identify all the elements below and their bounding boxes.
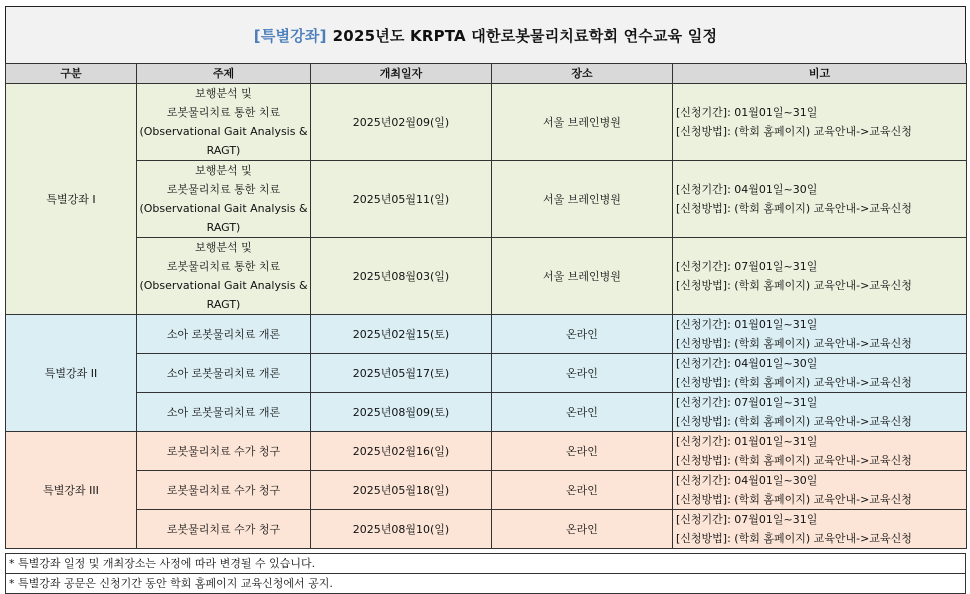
note-line: [신청방법]: (학회 홈페이지) 교육안내->교육신청 bbox=[676, 279, 912, 292]
note-cell bbox=[673, 315, 967, 354]
topic-line: 로봇물리치료 통한 치료 bbox=[166, 183, 281, 196]
topic-line: 로봇물리치료 통한 치료 bbox=[166, 260, 281, 273]
date-cell: 2025년02월09(일) bbox=[311, 84, 492, 161]
place-cell: 서울 브레인병원 bbox=[492, 161, 673, 238]
header-place: 장소 bbox=[492, 64, 673, 84]
note-cell bbox=[673, 393, 967, 432]
note-cell bbox=[673, 432, 967, 471]
topic-line: 소아 로봇물리치료 개론 bbox=[166, 405, 281, 419]
note-cell bbox=[673, 354, 967, 393]
place-cell: 온라인 bbox=[492, 432, 673, 471]
topic-cell bbox=[137, 84, 311, 161]
table-row bbox=[6, 238, 967, 315]
note-line: [신청기간]: 01월01일~31일 bbox=[676, 318, 818, 331]
table-row bbox=[6, 393, 967, 432]
note-cell bbox=[673, 161, 967, 238]
table-row bbox=[6, 315, 967, 354]
note-line: [신청방법]: (학회 홈페이지) 교육안내->교육신청 bbox=[676, 125, 912, 138]
topic-line: 로봇물리치료 통한 치료 bbox=[166, 106, 281, 119]
topic-cell bbox=[137, 393, 311, 432]
header-topic: 주제 bbox=[137, 64, 311, 84]
date-cell: 2025년08월03(일) bbox=[311, 238, 492, 315]
note-cell bbox=[673, 238, 967, 315]
note-line: [신청방법]: (학회 홈페이지) 교육안내->교육신청 bbox=[676, 415, 912, 428]
table-row bbox=[6, 354, 967, 393]
place-cell: 온라인 bbox=[492, 354, 673, 393]
topic-line: RAGT) bbox=[206, 144, 241, 157]
place-cell: 온라인 bbox=[492, 393, 673, 432]
note-line: [신청방법]: (학회 홈페이지) 교육안내->교육신청 bbox=[676, 454, 912, 467]
footnote: * 특별강좌 공문은 신청기간 동안 학회 홈페이지 교육신청에서 공지. bbox=[6, 573, 965, 593]
topic-line: RAGT) bbox=[206, 298, 241, 311]
topic-line: 로봇물리치료 수가 청구 bbox=[166, 444, 281, 458]
date-cell: 2025년02월15(토) bbox=[311, 315, 492, 354]
topic-line: (Observational Gait Analysis & bbox=[139, 279, 308, 292]
note-line: [신청방법]: (학회 홈페이지) 교육안내->교육신청 bbox=[676, 376, 912, 389]
topic-line: RAGT) bbox=[206, 221, 241, 234]
schedule-table bbox=[5, 63, 967, 549]
topic-cell bbox=[137, 432, 311, 471]
table-row bbox=[6, 84, 967, 161]
topic-cell bbox=[137, 238, 311, 315]
note-cell bbox=[673, 84, 967, 161]
topic-line: 로봇물리치료 수가 청구 bbox=[166, 483, 281, 497]
note-cell bbox=[673, 471, 967, 510]
topic-cell bbox=[137, 315, 311, 354]
table-row bbox=[6, 471, 967, 510]
note-cell bbox=[673, 510, 967, 549]
header-note: 비고 bbox=[673, 64, 967, 84]
table-row bbox=[6, 432, 967, 471]
group-label: 특별강좌 III bbox=[6, 432, 137, 549]
date-cell: 2025년08월10(일) bbox=[311, 510, 492, 549]
place-cell: 온라인 bbox=[492, 471, 673, 510]
table-row bbox=[6, 161, 967, 238]
header-date: 개최일자 bbox=[311, 64, 492, 84]
note-line: [신청방법]: (학회 홈페이지) 교육안내->교육신청 bbox=[676, 493, 912, 506]
table-header-row bbox=[6, 64, 967, 84]
place-cell: 온라인 bbox=[492, 315, 673, 354]
topic-line: 소아 로봇물리치료 개론 bbox=[166, 366, 281, 380]
footnotes bbox=[5, 553, 966, 594]
topic-line: (Observational Gait Analysis & bbox=[139, 202, 308, 215]
topic-line: 보행분석 및 bbox=[195, 164, 252, 177]
title-tag: [특별강좌] bbox=[253, 26, 327, 45]
date-cell: 2025년08월09(토) bbox=[311, 393, 492, 432]
topic-line: 보행분석 및 bbox=[195, 87, 252, 100]
date-cell: 2025년05월11(일) bbox=[311, 161, 492, 238]
table-row bbox=[6, 510, 967, 549]
topic-line: 소아 로봇물리치료 개론 bbox=[166, 327, 281, 341]
place-cell: 서울 브레인병원 bbox=[492, 238, 673, 315]
note-line: [신청기간]: 04월01일~30일 bbox=[676, 474, 818, 487]
topic-cell bbox=[137, 161, 311, 238]
note-line: [신청기간]: 01월01일~31일 bbox=[676, 435, 818, 448]
note-line: [신청기간]: 04월01일~30일 bbox=[676, 357, 818, 370]
note-line: [신청방법]: (학회 홈페이지) 교육안내->교육신청 bbox=[676, 202, 912, 215]
note-line: [신청기간]: 04월01일~30일 bbox=[676, 183, 818, 196]
date-cell: 2025년02월16(일) bbox=[311, 432, 492, 471]
note-line: [신청기간]: 01월01일~31일 bbox=[676, 106, 818, 119]
topic-line: 로봇물리치료 수가 청구 bbox=[166, 522, 281, 536]
note-line: [신청기간]: 07월01일~31일 bbox=[676, 513, 818, 526]
group-label: 특별강좌 II bbox=[6, 315, 137, 432]
note-line: [신청방법]: (학회 홈페이지) 교육안내->교육신청 bbox=[676, 532, 912, 545]
note-line: [신청기간]: 07월01일~31일 bbox=[676, 260, 818, 273]
header-category: 구분 bbox=[6, 64, 137, 84]
footnote: * 특별강좌 일정 및 개최장소는 사정에 따라 변경될 수 있습니다. bbox=[9, 557, 316, 570]
date-cell: 2025년05월17(토) bbox=[311, 354, 492, 393]
date-cell: 2025년05월18(일) bbox=[311, 471, 492, 510]
topic-line: 보행분석 및 bbox=[195, 241, 252, 254]
topic-cell bbox=[137, 510, 311, 549]
title-text: 2025년도 KRPTA 대한로봇물리치료학회 연수교육 일정 bbox=[332, 26, 718, 45]
group-label: 특별강좌 I bbox=[6, 84, 137, 315]
topic-cell bbox=[137, 471, 311, 510]
note-line: [신청방법]: (학회 홈페이지) 교육안내->교육신청 bbox=[676, 337, 912, 350]
place-cell: 온라인 bbox=[492, 510, 673, 549]
page-title bbox=[5, 6, 966, 63]
topic-line: (Observational Gait Analysis & bbox=[139, 125, 308, 138]
topic-cell bbox=[137, 354, 311, 393]
place-cell: 서울 브레인병원 bbox=[492, 84, 673, 161]
note-line: [신청기간]: 07월01일~31일 bbox=[676, 396, 818, 409]
